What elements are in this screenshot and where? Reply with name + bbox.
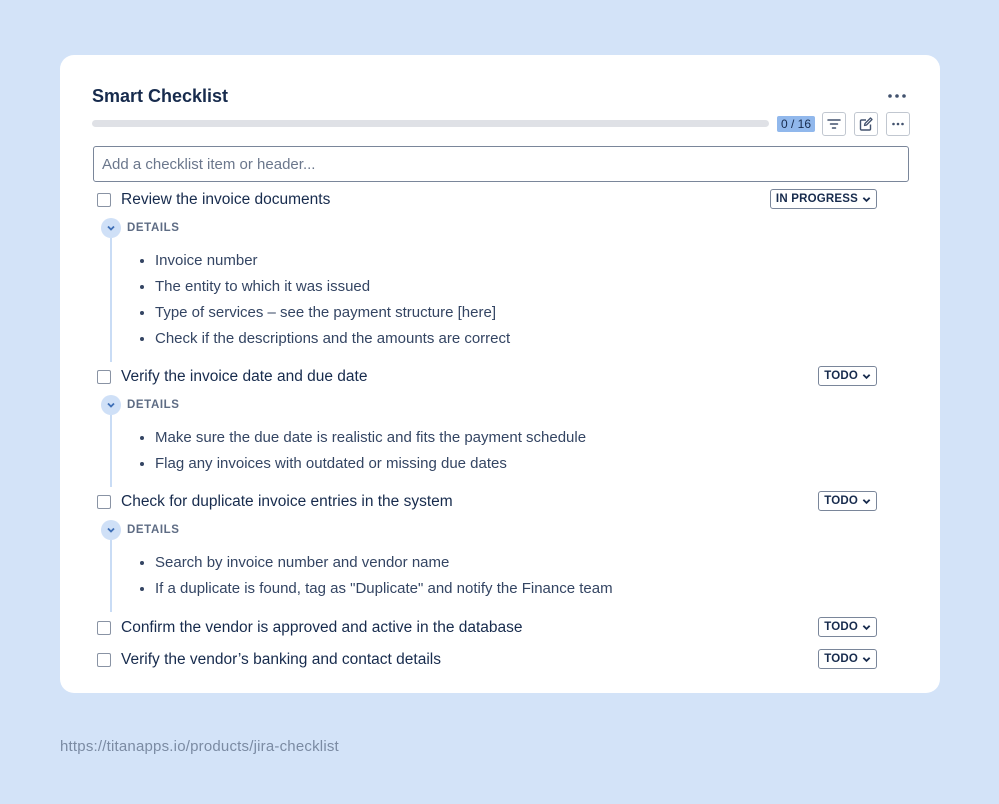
- item-text[interactable]: Verify the vendor’s banking and contact details: [121, 651, 441, 668]
- checklist-item: [97, 189, 877, 211]
- item-text[interactable]: Verify the invoice date and due date: [121, 368, 368, 385]
- status-dropdown[interactable]: [818, 491, 877, 511]
- progress-count: 0 / 16: [777, 116, 815, 132]
- details-toggle[interactable]: [101, 395, 121, 415]
- checklist-item: [97, 491, 877, 513]
- details-divider: [110, 238, 112, 362]
- item-text[interactable]: Review the invoice documents: [121, 191, 331, 208]
- item-checkbox[interactable]: [97, 621, 111, 635]
- add-item-input[interactable]: [93, 146, 909, 182]
- chevron-down-icon: [106, 400, 116, 410]
- status-dropdown[interactable]: [770, 189, 877, 209]
- details-list-item: • Invoice number: [155, 248, 510, 274]
- status-label: TODO: [824, 495, 858, 507]
- more-horizontal-icon[interactable]: [886, 85, 908, 107]
- item-checkbox[interactable]: [97, 495, 111, 509]
- item-checkbox[interactable]: [97, 193, 111, 207]
- edit-icon: [859, 117, 873, 131]
- status-label: TODO: [824, 370, 858, 382]
- chevron-down-icon: [862, 655, 871, 664]
- panel-title: Smart Checklist: [92, 86, 229, 106]
- edit-button[interactable]: [854, 112, 878, 136]
- chevron-down-icon: [862, 623, 871, 632]
- status-dropdown[interactable]: [818, 649, 877, 669]
- details-label: DETAILS: [127, 399, 180, 411]
- status-dropdown[interactable]: [818, 366, 877, 386]
- item-text[interactable]: Check for duplicate invoice entries in the system: [121, 493, 453, 510]
- more-horizontal-icon: [891, 117, 905, 131]
- filter-icon: [827, 117, 841, 131]
- details-list-item: • The entity to which it was issued: [155, 274, 510, 300]
- checklist-item: [97, 649, 877, 671]
- details-toggle[interactable]: [101, 520, 121, 540]
- chevron-down-icon: [106, 223, 116, 233]
- toolbar-more-button[interactable]: [886, 112, 910, 136]
- details-list: [155, 550, 613, 602]
- progress-row: [92, 112, 909, 136]
- chevron-down-icon: [106, 525, 116, 535]
- filter-button[interactable]: [822, 112, 846, 136]
- details-label: DETAILS: [127, 524, 180, 536]
- details-list-item: • Search by invoice number and vendor name: [155, 550, 613, 576]
- details-label: DETAILS: [127, 222, 180, 234]
- details-list-item: • Type of services – see the payment structure [here]: [155, 300, 510, 326]
- item-checkbox[interactable]: [97, 653, 111, 667]
- chevron-down-icon: [862, 372, 871, 381]
- checklist-item: [97, 366, 877, 388]
- details-toggle[interactable]: [101, 218, 121, 238]
- details-divider: [110, 415, 112, 487]
- details-list-item: • If a duplicate is found, tag as "Duplicate" and notify the Finance team: [155, 576, 613, 602]
- status-label: TODO: [824, 653, 858, 665]
- progress-bar: [92, 120, 769, 127]
- details-list-item: • Check if the descriptions and the amounts are correct: [155, 326, 510, 352]
- footer-url: https://titanapps.io/products/jira-checklist: [60, 738, 339, 755]
- status-label: IN PROGRESS: [775, 193, 858, 205]
- status-label: TODO: [824, 621, 858, 633]
- details-divider: [110, 540, 112, 612]
- details-list-item: • Flag any invoices with outdated or missing due dates: [155, 451, 586, 477]
- smart-checklist-panel: [60, 55, 940, 693]
- details-list: [155, 248, 510, 352]
- chevron-down-icon: [862, 195, 871, 204]
- item-checkbox[interactable]: [97, 370, 111, 384]
- status-dropdown[interactable]: [818, 617, 877, 637]
- chevron-down-icon: [862, 497, 871, 506]
- checklist-item: [97, 617, 877, 639]
- details-list: [155, 425, 586, 477]
- details-list-item: • Make sure the due date is realistic and fits the payment schedule: [155, 425, 586, 451]
- item-text[interactable]: Confirm the vendor is approved and active in the database: [121, 619, 523, 636]
